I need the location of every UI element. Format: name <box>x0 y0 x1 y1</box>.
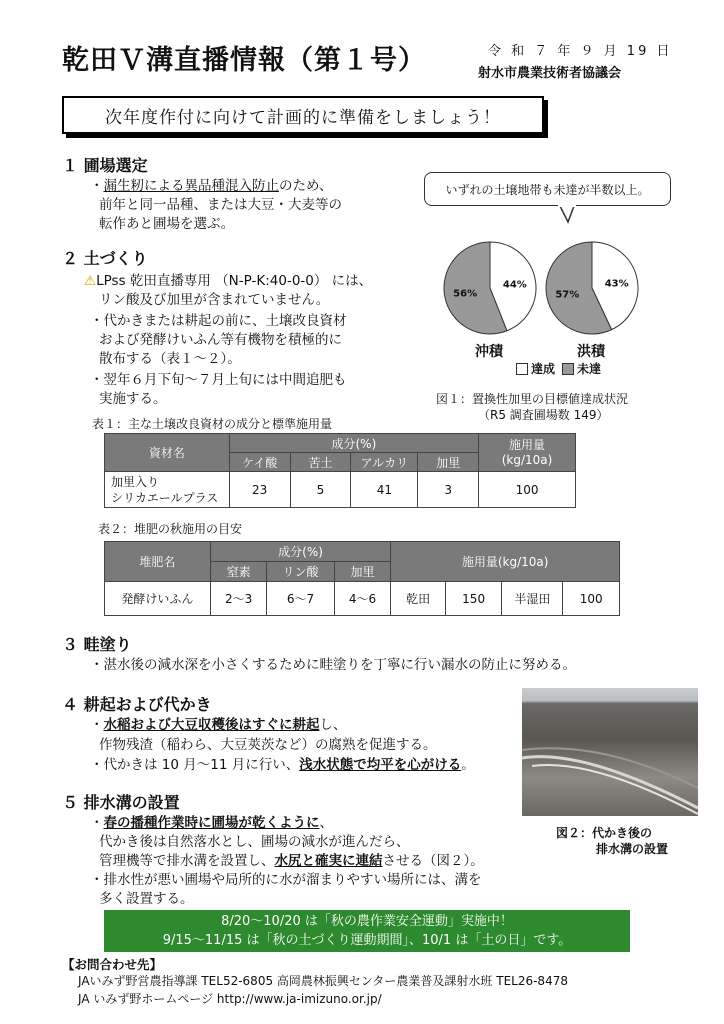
section-2-heading: ２ 土づくり <box>62 249 148 268</box>
section-5-line-2: 代かき後は自然落水とし、圃場の減水が進んだら、 <box>99 834 410 850</box>
section-2-line-6: ・翌年６月下旬～７月上旬には中間追肥も <box>90 372 347 388</box>
t1-col: アルカリ <box>351 453 418 472</box>
section-4-line-3: ・代かきは 10 月～11 月に行い、浅水状態で均平を心がける。 <box>90 757 475 773</box>
issue-date: 令 和 ７ 年 ９ 月 19 日 <box>488 44 673 59</box>
section-3-line-1: ・湛水後の減水深を小さくするために畦塗りを丁寧に行い漏水の防止に努める。 <box>90 657 576 673</box>
t2-rate: 100 <box>563 582 620 616</box>
t2-row-name: 発酵けいふん <box>105 582 211 616</box>
section-1-heading: １ 圃場選定 <box>62 156 148 175</box>
t2-header-name: 堆肥名 <box>105 542 211 582</box>
legend-swatch-achieved <box>516 363 528 375</box>
t1-row-name: 加里入り シリカエールプラス <box>105 472 230 508</box>
field-photo <box>522 688 698 816</box>
section-5-heading: ５ 排水溝の設置 <box>62 793 180 812</box>
t1-header-rate: 施用量 (kg/10a) <box>479 434 576 472</box>
pie-label-diluvial: 洪積 <box>577 344 605 360</box>
figure-1-pies <box>440 200 660 340</box>
section-1-line-3: 転作あと圃場を選ぶ。 <box>99 216 235 232</box>
t1-cell-rate: 100 <box>479 472 576 508</box>
section-1-line-1: ・漏生籾による異品種混入防止のため、 <box>90 178 333 194</box>
t1-cell: 23 <box>229 472 290 508</box>
table-1 <box>104 433 576 508</box>
t2-col: 加里 <box>334 562 391 582</box>
t1-col: 苦土 <box>290 453 351 472</box>
section-2-line-1: ⚠LPss 乾田直播専用 （N-P-K:40-0-0） には、 <box>84 273 373 289</box>
section-2-line-5: 散布する（表１～２）。 <box>99 351 241 367</box>
pie-label-achieved: 44% <box>502 279 527 291</box>
figure-2-subcaption: 排水溝の設置 <box>596 842 669 856</box>
t1-col: ケイ酸 <box>229 453 290 472</box>
organization: 射水市農業技術者協議会 <box>478 66 622 81</box>
section-5-line-4: ・排水性が悪い圃場や局所的に水が溜まりやすい場所には、溝を <box>90 872 482 888</box>
section-4-line-2: 作物残渣（稲わら、大豆莢茨など）の腐熟を促進する。 <box>99 737 437 753</box>
table-2-caption: 表２：堆肥の秋施用の目安 <box>98 522 243 536</box>
figure-2-caption: 図２：代かき後の <box>556 826 653 840</box>
t2-field: 半湿田 <box>502 582 563 616</box>
t1-cell: 5 <box>290 472 351 508</box>
t2-cell: 4〜6 <box>334 582 391 616</box>
t1-cell: 3 <box>418 472 479 508</box>
pie-label-alluvial: 沖積 <box>475 344 503 360</box>
figure-1-subcaption: （R5 調査圃場数 149） <box>478 408 609 422</box>
t1-header-comp: 成分(%) <box>229 434 478 453</box>
t1-col: 加里 <box>418 453 479 472</box>
page-title: 乾田Ｖ溝直播情報（第１号） <box>62 45 426 76</box>
pie-label-not-achieved: 57% <box>555 289 580 301</box>
section-5-line-3: 管理機等で排水溝を設置し、水尻と確実に連結させる（図２）。 <box>99 853 484 869</box>
t2-col: 窒素 <box>210 562 267 582</box>
figure-1-legend: 達成 未達 <box>516 360 601 377</box>
section-2-line-4: および発酵けいふん等有機物を積極的に <box>99 332 342 348</box>
section-4-line-1: ・水稲および大豆収穫後はすぐに耕起し、 <box>90 717 347 733</box>
contact-website: JA いみず野ホームページ http://www.ja-imizuno.or.jp/ <box>78 992 382 1006</box>
campaign-line-2: 9/15～11/15 は「秋の土づくり運動期間」、10/1 は「土の日」です。 <box>162 933 572 948</box>
table-1-caption: 表１：主な土壌改良資材の成分と標準施用量 <box>92 417 333 431</box>
t2-field: 乾田 <box>391 582 445 616</box>
drainage-ditch-illustration <box>522 688 698 816</box>
warning-icon: ⚠ <box>84 273 97 289</box>
campaign-line-1: 8/20～10/20 は「秋の農作業安全運動」実施中！ <box>221 914 513 929</box>
contact-phone: JAいみず野営農指導課 TEL52-6805 高岡農林振興センター農業普及課射水班 TEL26-8478 <box>78 974 568 988</box>
t2-header-rate: 施用量(kg/10a) <box>391 542 620 582</box>
section-4-heading: ４ 耕起および代かき <box>62 695 212 714</box>
t2-header-comp: 成分(%) <box>210 542 391 562</box>
headline-banner: 次年度作付に向けて計画的に準備をしましょう！ <box>62 96 544 134</box>
section-3-heading: ３ 畦塗り <box>62 635 132 654</box>
t1-cell: 41 <box>351 472 418 508</box>
t2-col: リン酸 <box>267 562 334 582</box>
t2-cell: 6〜7 <box>267 582 334 616</box>
campaign-notice <box>104 910 630 952</box>
figure-1-caption: 図１：置換性加里の目標値達成状況 <box>436 392 629 406</box>
section-2-line-2: リン酸及び加里が含まれていません。 <box>99 292 330 308</box>
section-5-line-5: 多く設置する。 <box>99 891 194 907</box>
t1-header-name: 資材名 <box>105 434 230 472</box>
pie-label-achieved: 43% <box>604 278 629 290</box>
table-2 <box>104 541 620 616</box>
section-5-line-1: ・春の播種作業時に圃場が乾くように、 <box>90 815 333 831</box>
legend-swatch-not <box>562 363 574 375</box>
section-2-line-7: 実施する。 <box>99 391 167 407</box>
pie-label-not-achieved: 56% <box>453 288 478 300</box>
t2-rate: 150 <box>445 582 502 616</box>
section-2-line-3: ・代かきまたは耕起の前に、土壌改良資材 <box>90 313 347 329</box>
t2-cell: 2〜3 <box>210 582 267 616</box>
contact-heading: 【お問合わせ先】 <box>62 957 163 972</box>
section-1-line-2: 前年と同一品種、または大豆・大麦等の <box>99 197 342 213</box>
figure-1-callout: いずれの土壌地帯も未達が半数以上。 <box>424 172 671 206</box>
